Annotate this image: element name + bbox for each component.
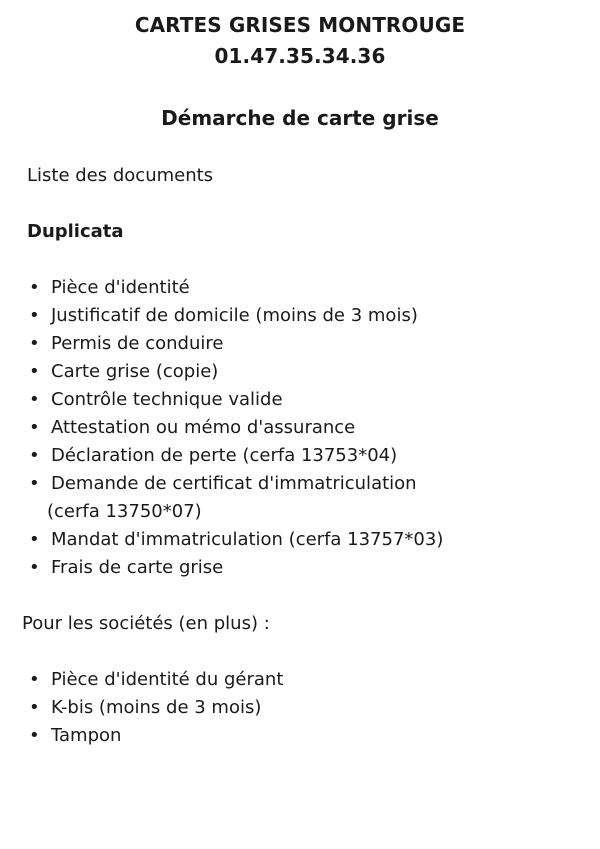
company-documents-list [25,666,521,750]
list-item-text: Frais de carte grise [51,557,224,578]
bullet-icon: • [29,529,40,550]
companies-label: Pour les sociétés (en plus) : [22,613,270,634]
list-item [25,470,521,526]
list-item-text: Carte grise (copie) [51,361,219,382]
list-item-text: Mandat d'immatriculation (cerfa 13757*03) [51,529,444,550]
list-item-text: Pièce d'identité [51,277,190,298]
list-item [25,554,521,582]
list-item-text: Pièce d'identité du gérant [51,669,284,690]
bullet-icon: • [29,305,40,326]
list-item-text: Tampon [51,725,122,746]
bullet-icon: • [29,361,40,382]
list-item [25,666,521,694]
list-item [25,722,521,750]
bullet-icon: • [29,277,40,298]
bullet-icon: • [29,557,40,578]
list-item [25,414,521,442]
list-item-text: Justificatif de domicile (moins de 3 mois) [51,305,418,326]
bullet-icon: • [29,669,40,690]
list-item-text: Déclaration de perte (cerfa 13753*04) [51,445,398,466]
business-name: CARTES GRISES MONTROUGE [134,13,466,37]
list-item [25,694,521,722]
list-item-text: K-bis (moins de 3 mois) [51,697,262,718]
list-item [25,302,521,330]
list-item-text: Contrôle technique valide [51,389,283,410]
documents-list [25,274,521,582]
section-title-duplicata: Duplicata [27,221,124,242]
list-item-continuation: (cerfa 13750*07) [47,501,202,522]
bullet-icon: • [29,333,40,354]
list-item [25,274,521,302]
bullet-icon: • [29,389,40,410]
list-item-text: Permis de conduire [51,333,224,354]
list-item [25,386,521,414]
list-item-text: Attestation ou mémo d'assurance [51,417,356,438]
bullet-icon: • [29,473,40,494]
list-item [25,442,521,470]
page-title: Démarche de carte grise [161,106,439,130]
phone-number: 01.47.35.34.36 [214,44,386,68]
list-item [25,358,521,386]
list-item [25,330,521,358]
page-header [0,10,600,72]
bullet-icon: • [29,417,40,438]
list-item [25,526,521,554]
bullet-icon: • [29,445,40,466]
list-item-text: Demande de certificat d'immatriculation [51,473,417,494]
documents-intro: Liste des documents [27,165,214,186]
bullet-icon: • [29,697,40,718]
bullet-icon: • [29,725,40,746]
